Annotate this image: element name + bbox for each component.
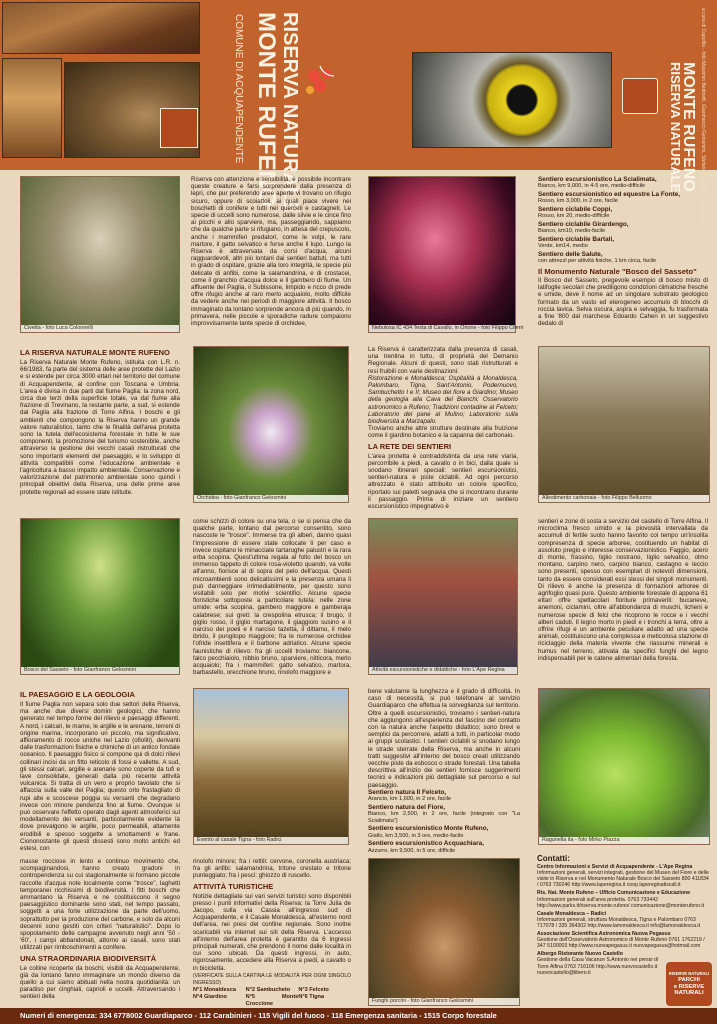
logo-line3: e RISERVE (673, 983, 705, 990)
berries-icon (300, 62, 340, 102)
caption-bosco: Bosco del Sasseto - foto Gianfranco Gelosmini (21, 667, 179, 674)
fauna-text: rinolofo minore; fra i rettili: cervone, coronella austriaca; fra gli anfibi: salamandrina, tritone crestato e tritone punteggiato; fra i pesci: ghiozzo di ruscello. (193, 858, 351, 880)
contact-entry-0: Centro Informazioni e Servizi di Acquapendente - L'Ape Regina Informazioni generali, servizi integrati, gestione del Museo del Fiore e delle visite in Riserva e nel Monumento Naturale Bosco del Sasseto 800 411834 / 0763 730246 http://www.laperegina.it coop.lapereginatiscali.it (537, 864, 709, 889)
text-col4-row3: sentieri e zone di sosta a servizio del castello di Torre Alfina. Il microclima fresco umido e la piovosità intervallata da accumuli di fertile suolo hanno favorito col tempo un'insolita compresenza di specie arboree, costituendo un habitat di assoluto pregio e interesse conservazionistico. Faggio, acero di monte, frassino, tiglio nostrano, tiglio selvatico, olmo montano, carpino nero, carpino bianco, castagno e leccio sono presenti, spesso con esemplari di notevoli dimensioni, tanto da essere considerati essi stessi dei singoli monumenti. Di rilievo è anche la presenza di formazioni arboree di agrifoglio quasi pure. Questo ambiente forestale di appena 61 ettari offre spettacolari fioriture primaverili: bucaneve, anemoni, ciclamini, oltre all'abbondanza di muschi, licheni e numerose specie di felci che ricoprono le rocce e i vecchi alberi caduti. Il legno morto in piedi e i tronchi a terra, oltre a offrire rifugi e un ambiente peculiare adatto ad una specie animali, costituiscono una complessa e meticolosa stazione di riciclaggio della materia vivente che riassume minerali e humus nel terreno, attivata da specifici funghi del legno indispensabili per le catene alimentari della foresta. (538, 518, 708, 662)
trail-item-4: Sentiero ciclabile Bartali, Verde, km14, medio (538, 236, 615, 250)
casali-text-3: Troviamo anche altre strutture destinate alla fruizione come il giardino botanico e la capanna del carbonaio. (368, 425, 518, 440)
caption-raganella: Raganella ita - foto Mirko Piazza (539, 837, 709, 844)
photo-attivita (368, 518, 518, 675)
contact-entry-4: Albergo Ristorante Nuovo Castello Gestione della Casa Vacanze S.Antonio nei pressi di Torre Alfina 0763 716106 http://www.nuovocastello.it nuovocastello@libero.it (537, 951, 659, 976)
logo-line1: RISERVE NATURALI (668, 971, 710, 976)
photo-funghi (368, 858, 520, 1006)
entrance-legend (193, 987, 351, 1008)
section-text-riserva: La Riserva Naturale Monte Rufeno, istituita con L.R. n. 66/1983, fa parte del sistema delle aree protette del Lazio e si estende per circa 3000 ettari nel territorio del comune di Acquapendente, al confine con Toscana e Umbria. L'area è divisa in due parti dal fiume Paglia: la zona nord, circa due terzi della superficie totale, va dal fiume alla frazione di Trevinano, la restante parte, a sud, si estende dal Paglia alla frazione di Torre Alfina. I boschi e gli ambienti che compongono la Riserva hanno un grande valore naturalistico, tanto che le finalità dell'area protetta sono la tutela dell'ecosistema forestale in tutte le sue componenti, la promozione del turismo sostenibile, anche attraverso la gestione dei vecchi casali ristrutturati che sono importanti elementi del paesaggio, e lo sviluppo di attività compatibili come l'educazione ambientale e l'agricoltura a basso impatto ambientale. Conservazione e valorizzazione del patrimonio ambientale sono quindi i principali obiettivi della Riserva, una delle prime aree protette regionali ad essere state istituite. (20, 359, 180, 496)
header-credits: a cura di Capofila - foto Massimo Bedinelli, Gianfranco Gelosmini, Stefano Capofila - Luca Colonnelli (700, 8, 706, 231)
text-col1-row5 (20, 858, 180, 1006)
entrance-4: N°4 Giardino (193, 994, 227, 1001)
entrance-6: N°6 Tigna (298, 994, 325, 1001)
photo-bosco-sasseto (20, 518, 180, 675)
caption-evento: Evento al casale Tigna - foto Radici (194, 837, 348, 844)
contact-entry-2: Casale Monaldesca – Radici Informazioni generali, struttura Monaldesca, Tigna e Palombaro 0763 717078 / 335 364302 http://www.lamonaldesca.it info@lamonaldesca.it (537, 910, 701, 929)
text-col2-row5 (193, 858, 351, 1006)
contact-entry-3: Associazione Scientifica Astronomica Nuova Pegasus Gestione dell'Osservatorio Astronomico di Monte Rufeno 0761 1762219 / 347 5100003 http://www.nuovapegasus.it nuovapegasus@hotmail.com (537, 931, 705, 950)
text-col4-top (538, 176, 708, 338)
text-col2-row3: come schizzi di colore su una tela, o se si pensa che da qualche parte, lontano dal percorso consentito, sono nascoste le "trosce". Immerse tra gli alberi, danno quasi l'impressione di essere state collocate lì per caso e invece ospitano le minacciate tartarughe palustri e la rara erba scopina. Quest'ultima regala al folto del bosco un immenso tappeto di colore rosa-violetto quando, va volte all'anno, fiorisce al di sopra del pelo dell'acqua. Questi microambienti sono delicatissimi e la presenza umana li può danneggiare irrimediabilmente, per questo sono visitabili solo per motivi scientifici. Alcune specie floristiche sottoposte a particolare tutela: nelle zone umide: erba scopina, gambero maggiore e gamberaja calabrese; sui greti: la crespolina etrusca; il brugo, il giglio rosso, il giglio martagone, il giaggiolo susino e il narciso dei poeti e il narciso tazetta, il dittamo, il melo ibrido, il pungitopo maggiore; fra le numerose orchidee l'ofride insettifera e il barbone adriatico. Alcune specie faunistiche di rilievo: fra gli uccelli troviamo: biancone, falco pecchiaiolo, nibbio bruno, sparviere, nitticora, merlo acquaiolo; fra i mammiferi: gatto selvatico, martora, barbastello, orecchione bruno, rinolofo maggiore e (193, 518, 351, 677)
biodiv-text: Le colline ricoperte da boschi, visibili da Acquapendente, già da lontano fanno immaginare un mondo diverso da quello a cui siamo abituati nella nostra quotidianità: un paradiso per cinghiali, caprioli e uccelli. Attraversando i sentieri della (20, 964, 180, 1001)
parks-logo (666, 962, 712, 1006)
caption-nebulosa: Nebulosa IC 434 Testa di Cavallo, in Orione - foto Filippo Ciferri (369, 325, 515, 332)
text-col3-mid (368, 346, 518, 511)
header-photo-owl-eye (412, 52, 612, 148)
legend-note: (VERIFICATE SULLA CARTINA LE MODALITÀ PER OGNI SINGOLO INGRESSO) (193, 972, 351, 987)
sentieri-text-2: bene valutarne la lunghezza e il grado di difficoltà. In caso di necessità, si può telefonare al servizio Guardiaparco che effettua la sorveglianza sul territorio. Oltre a quelli escursionistici, troviamo i sentieri-natura che aggiungono all'esperienza del fascino del contatto con la natura anche l'aspetto didattico; sono brevi e semplici da percorrere, adatti a tutti, in particolar modo ai gruppi scolastici. I sentieri ciclabili si snodano lungo le strade sterrate della Riserva, ma anche in alcuni tratti suggestivi all'interno del bosco creati utilizzando vecchie piste da esbosco o strade forestali. Una tabella descrittiva all'inizio dei sentieri fornisce suggerimenti tecnici e indicazioni più dettagliate sul percorso e sul paesaggio. (368, 688, 520, 789)
casali-text-1: La Riserva è caratterizzata dalla presenza di casali, una trentina in tutto, di proprietà del Demanio Regionale. Alcuni di questi, sono stati ristrutturati e resi fruibili con varie destinazioni: (368, 346, 518, 375)
monument-title: Il Monumento Naturale "Bosco del Sasseto" (538, 267, 697, 276)
caption-attivita: Attività escursionistiche e didattiche - foto L'Ape Regina (369, 667, 517, 674)
trail-item-5: Sentiero delle Salute, con attrezzi per attività fisiche, 1 km circa, facile (538, 251, 657, 265)
logo-line4: NATURALI (674, 990, 704, 997)
text-col1-mid (20, 346, 180, 506)
trail-nat-3: Sentiero escursionistico Acquachiara, Azzurro, km 9,500, in 5 ore, difficile (368, 840, 484, 854)
photo-civetta (20, 176, 180, 333)
entrance-1: N°1 Monaldesca (193, 987, 236, 994)
casali-text-2: Ristorazione e Monaldesca; Ospitalità a Monaldesca, Palombaro, Tigna, Sant'Antonio, Podernuovo, Sambuchetto I e II; Museo del fiore a Giardino; Museo della geologia alla Cava del Bianchi; Osservatorio astronomico a Rufeno; Tradizioni contadine al Felceto; Laboratorio del pane al Mulino; Laboratorio sulla biodiversità a Marzapalo. (368, 374, 518, 426)
text-col3-row4 (368, 688, 520, 854)
photo-raganella (538, 688, 710, 845)
entrance-3: N°3 Felceto (298, 987, 329, 994)
trail-nat-1: Sentiero natura del Fiore, Bianco, km 2,500, in 2 ore, facile (integrato con "La Scialimata") (368, 803, 520, 824)
photo-evento (193, 688, 349, 845)
header-photo-ruins (2, 58, 62, 158)
header-right-title-line1: RISERVA NATURALE (668, 62, 683, 193)
trail-nat-2: Sentiero escursionistico Monte Rufeno, Giallo, km 3,500, in 3 ore, medio-facile (368, 825, 489, 839)
contacts-title: Contatti: (537, 854, 570, 863)
photo-nebulosa (368, 176, 524, 333)
trail-item-3: Sentiero ciclabile Girardengo, Bianco, km10, medio-facile (538, 221, 629, 235)
emergency-footer: Numeri di emergenza: 334 6778002 Guardiaparco - 112 Carabinieri - 115 Vigili del fuoco - 118 Emergenza sanitaria - 1515 Corpo forestale (0, 1008, 717, 1024)
logo-line2: PARCHI (678, 977, 700, 984)
monument-text: Il Bosco del Sasseto, pregevole esempio di bosco misto di latifoglie secolari che prediligono condizioni climatiche fresche e umide, deve il nome ad un singolare substrato geologico formato da un vasto ed eterogeneo accumulo di blocchi di roccia lavica. Selva oscura, aspra e selvaggia, fu trasformata a fine '800 dal marchese Edoardo Cahen in un suggestivo dedalo di (538, 277, 708, 328)
header-subtitle: COMUNE DI ACQUAPENDENTE (233, 14, 244, 164)
header-title-line1: RISERVA NATURALE (279, 12, 301, 213)
biodiv-intro: masse rocciose in lento e continuo movimento che, scompaginandosi, hanno creato gradoni in contropendenza su cui stagionalmente si formano piccole raccolte d'acqua note localmente come "trosce", laghetti temporanei ricchissimi di biodiversità. I fitti boschi che ammantano la Riserva e ne costituiscono il segno paesaggistico dominante sono stati, nel tempo passato, soggetti a una forte utilizzazione da parte dell'uomo, soprattutto per la produzione del carbone, e solo da alcuni decenni sono gestiti con criteri "naturalistici". Dopo lo spopolamento delle campagne avvenuto negli anni '50 - '60', i campi abbandonati, attorno ai casali, sono stati utilizzati per rimboschimenti a conifere. (20, 858, 180, 952)
entrance-2: N°2 Sambucheto (245, 987, 291, 994)
entrance-5: N°5 Monte Croccione (245, 994, 299, 1008)
section-title-attivita: ATTIVITÀ TURISTICHE (193, 881, 274, 891)
header-photo-landscape (2, 2, 200, 54)
photo-orchidea (193, 346, 349, 503)
caption-funghi: Funghi porcini - foto Gianfranco Gelosmini (369, 998, 519, 1005)
trail-nat-0: Sentiero natura Il Felceto, Arancio, km 1,600, in 2 ore, facile (368, 788, 452, 803)
header-right-title-line2: MONTE RUFENO (680, 62, 697, 192)
sentieri-text: L'area protetta è contraddistinta da una rete viaria, percorribile a piedi, a cavallo o in bici, dalla quale si snodano itinerari speciali: sentieri escursionistici, sentieri-natura e piste ciclabili. Ad ogni percorso attrezzato è stato attribuito un colore specifico, riportato sui paletti segnavia che si incontrano durante il passaggio. Prima di iniziare un sentiero escursionistico impegnativo è (368, 452, 518, 511)
caption-civetta: Civetta - foto Luca Colonnelli (21, 325, 179, 332)
caption-orchidea: Orchidea - foto Gianfranco Gelosmini (194, 495, 348, 502)
text-col2-top: Riserva con attenzione e sensibilità, è possibile incontrare queste creature e farsi sorprendere dalla presenza di lepri, che pur preferendo aree aperte vi trovano un rifugio sicuro, oppure di scoiattoli, ai quali piace vivere nei boschetti di conifere e tutti nei querceti e castagneti. Le specie di uccelli sono numerose, dalle silvie e le cince fino ai picchi e allo sparviere, ma, passeggiando, sappiamo che da qualche parte si rifugiano, in attesa del crepuscolo, anche i mammiferi predatori, come le volpi, le rare martore, il gatto selvatico e forse anche il lupo. Lungo la Riserva è attraversata da corsi d'acqua, alcuni ragguardevoli, altri più lontani dai sentieri battuti, ma tutti in grado di ospitare, grazie alla loro integrità, le specie più delicate di anfibi, come la salamandrina, e di crostacei, come il granchio d'acqua dolce e il gambero di fiume. Un affluente del Paglia, il Subissone, limpido e ricco di prede offre rifugio anche al raro merlo acquaiolo, molto difficile da vedere anche nei periodi di maggiore attività. Il bosco immaginato da lontano sorprende ancora di più quando, in primavera, nelle piccole e sporadiche radure compaiono improvvisamente tante specie di orchidee, (191, 176, 351, 328)
caption-allestimento: Allestimento carbonaia - foto Filippo Belluomo (539, 495, 709, 502)
section-text-paesaggio: Il fiume Paglia non separa solo due settori della Riserva, ma anche due diversi domini geologici, che hanno generato nel tempo forme del rilievo e paesaggi differenti. A nord, i calcari, le marne, le argille e le arenarie, terreni di origine marina, incorporano un piccolo, ma significativo, affioramento di rocce uniche nel Lazio (ofioliti), derivanti dalle trasformazioni fisiche e chimiche di un antico fondale oceanico. Il paesaggio fisico si compone qui di dolci rilievi collinari incisi da un fitto reticolo di fossi e vallette. A sud, gli stessi calcari, argille e arenarie sono coperte da tufi e lave consolidate, generati dalla più recente attività vulcanica. Si tratta di un vero e proprio tavolato che si affaccia sulla valle del Paglia; questo orlo frastagliato di rupi alte e scoscese poggia su versanti che degradano invece con minore pendenza fino al fiume. Ovunque si può osservare l'effetto operato dagli agenti atmosferici sul modellamento dei versanti, particolarmente evidente là dove prevalgono le argille, poco permeabili, altamente erodibili e spesso soggette a smottamenti e frane. Ciononostante gli questi dissesti sono molto antichi ed estesi, con (20, 701, 180, 853)
photo-carbonaia (538, 346, 710, 503)
logo-mark-header (160, 108, 198, 148)
header-title-line2: MONTE RUFENO (253, 12, 280, 207)
section-title-sentieri: LA RETE DEI SENTIERI (368, 441, 452, 451)
text-col1-row4 (20, 688, 180, 853)
section-title-paesaggio: IL PAESAGGIO E LA GEOLOGIA (20, 690, 135, 699)
section-title-biodiversita: UNA STRAORDINARIA BIODIVERSITÀ (20, 953, 157, 963)
trail-item-0: Sentiero escursionistico La Scialimata, Bianco, km 9,000, in 4-5 ore, medio-difficile (538, 176, 657, 190)
attivita-text: Notizie dettagliate sui vari servizi turistici sono disponibili presso i punti informativi della Riserva: la Torre Julia de Jacopo, sulla via Cassia all'ingresso sud di Acquapendente, e il Casale Monaldesca, all'esterno nord dell'area, nei presi del confine regionale. Sono inoltre scaricabili via internet sui siti della Riserva. L'accesso all'interno dell'area protetta è garantito da 6 ingressi principali numerati, che prendono il nome dalle località in cui sono ubicati. Da questi ingressi, in auto, rigorosamente, accedere alla Riserva a piedi, a cavallo o in bicicletta. (193, 892, 351, 972)
section-title-riserva: LA RISERVA NATURALE MONTE RUFENO (20, 348, 170, 357)
trail-item-1: Sentiero escursionistico ed equestre La Fonte, Rosso, km 3,000, in 2 ore, facile (538, 191, 681, 205)
trail-item-2: Sentiero ciclabile Coppi, Rosso, km 20, medio-difficile (538, 206, 613, 220)
logo-mark-header-right (622, 78, 658, 114)
contact-entry-1: Ris. Nat. Monte Rufeno – Ufficio Comunicazione e Educazione Informazioni generali sull'area protetta. 0763 733442 http://www.parks.it/riserva.monte.rufeno/ comunicazione@monterufeno.it (537, 890, 705, 909)
